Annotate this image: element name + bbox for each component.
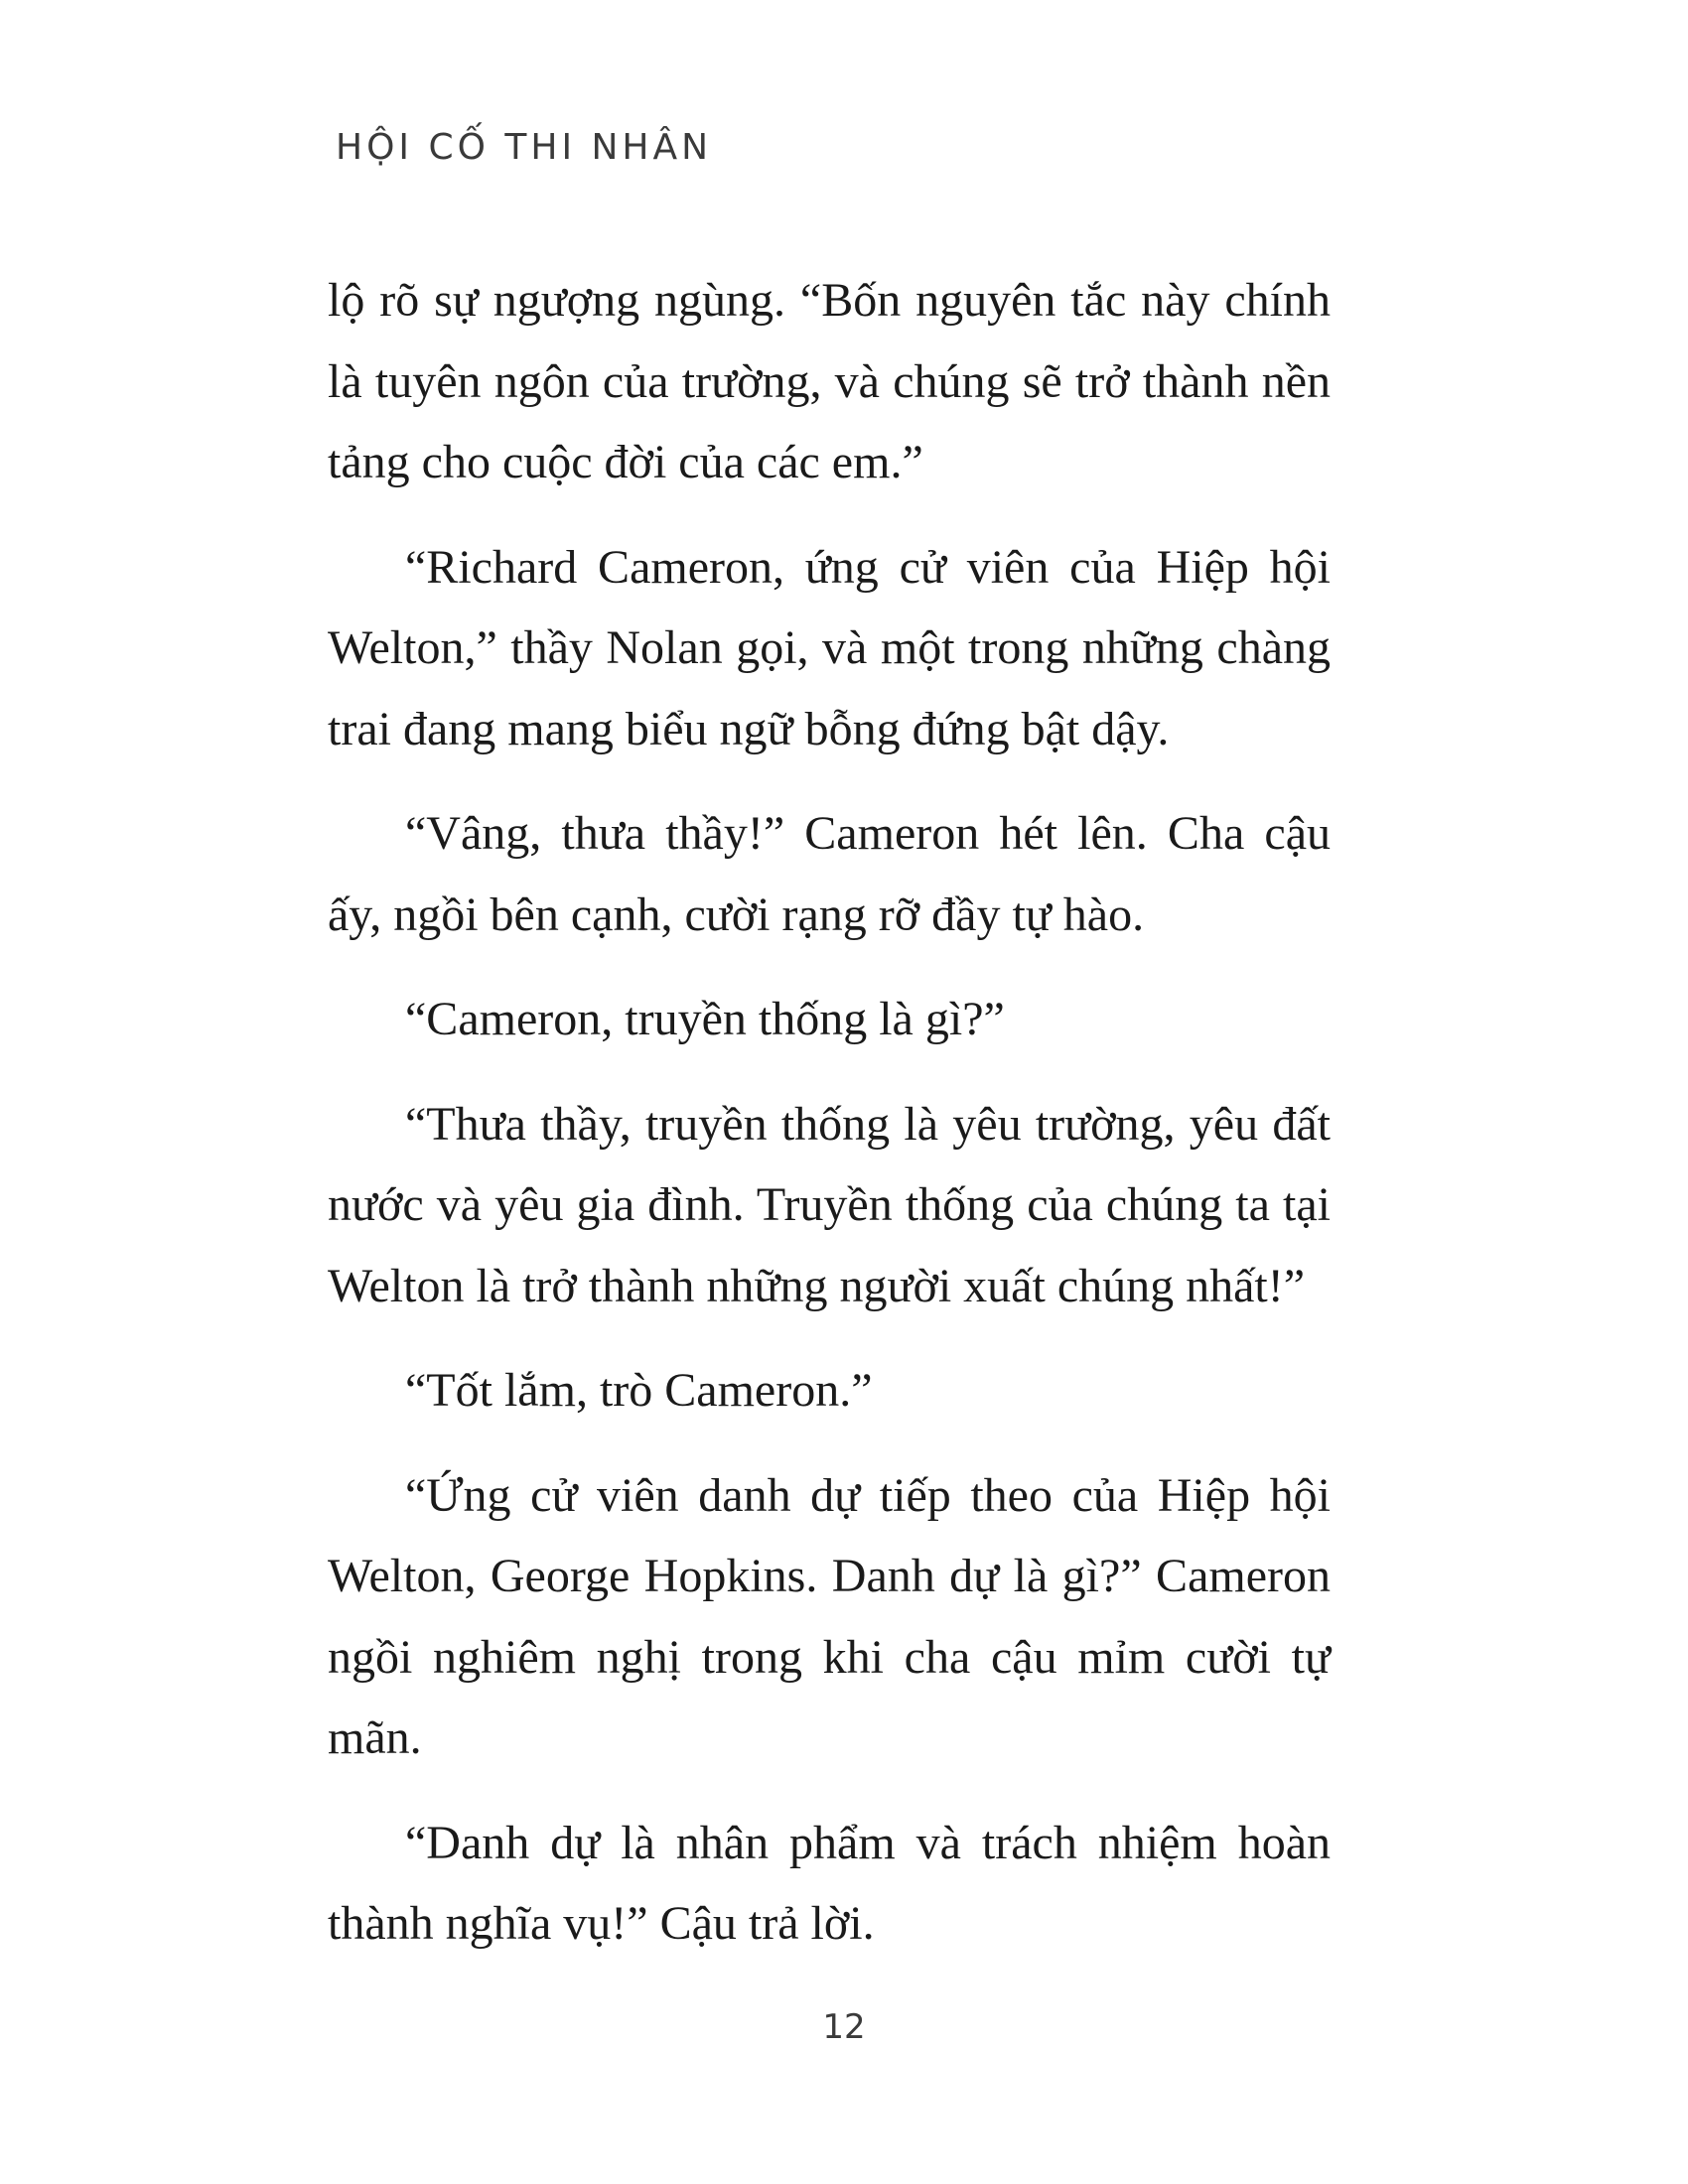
body-text [328, 260, 1331, 1988]
running-head: HỘI CỐ THI NHÂN [336, 127, 713, 168]
paragraph-1: lộ rõ sự ngượng ngùng. “Bốn nguyên tắc này chính là tuyên ngôn của trường, và chúng sẽ trở thành nền tảng cho cuộc đời của các em.” [328, 274, 1331, 488]
paragraph-3: “Vâng, thưa thầy!” Cameron hét lên. Cha cậu ấy, ngồi bên cạnh, cười rạng rỡ đầy tự hào. [328, 807, 1331, 941]
paragraph-2: “Richard Cameron, ứng cử viên của Hiệp hội Welton,” thầy Nolan gọi, và một trong những chàng trai đang mang biểu ngữ bỗng đứng bật dậy. [328, 540, 1331, 755]
paragraph-5: “Thưa thầy, truyền thống là yêu trường, yêu đất nước và yêu gia đình. Truyền thống của chúng ta tại Welton là trở thành những người xuất chúng nhất!” [328, 1097, 1331, 1312]
paragraph-6: “Tốt lắm, trò Cameron.” [405, 1364, 873, 1417]
paragraph-7: “Ứng cử viên danh dự tiếp theo của Hiệp hội Welton, George Hopkins. Danh dự là gì?” Cameron ngồi nghiêm nghị trong khi cha cậu mỉm cười tự mãn. [328, 1468, 1331, 1764]
paragraph-4: “Cameron, truyền thống là gì?” [405, 993, 1005, 1045]
paragraph-8: “Danh dự là nhân phẩm và trách nhiệm hoàn thành nghĩa vụ!” Cậu trả lời. [328, 1816, 1331, 1950]
page-number: 12 [822, 2007, 866, 2047]
